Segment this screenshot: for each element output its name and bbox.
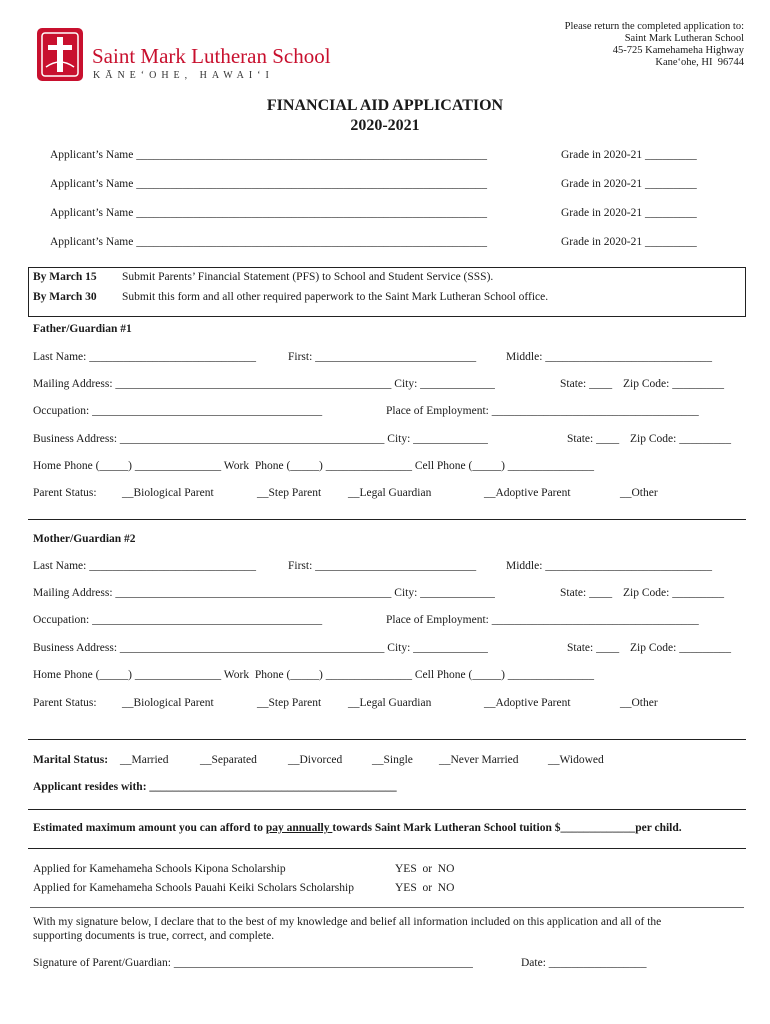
tuition-amount-field[interactable] (33, 822, 682, 834)
marital-option[interactable]: __Married (120, 754, 169, 766)
applicant-resides-field[interactable]: Applicant resides with: ___________________________________________ (33, 781, 397, 793)
guardian2-heading: Mother/Guardian #2 (33, 533, 136, 545)
applicant-name-field[interactable]: Applicant’s Name _____________________________________________________________ (50, 149, 487, 161)
marital-option[interactable]: __Widowed (548, 754, 604, 766)
applicant-name-field[interactable]: Applicant’s Name _____________________________________________________________ (50, 236, 487, 248)
marital-option[interactable]: __Divorced (288, 754, 343, 766)
marital-option[interactable]: __Never Married (439, 754, 519, 766)
guardian1-mailing-address-field[interactable]: Mailing Address: ________________________________________________ City: _____________ (33, 378, 495, 390)
guardian2-occupation-field[interactable]: Occupation: ________________________________________ (33, 614, 323, 626)
guardian1-last-name-field[interactable]: Last Name: _____________________________ (33, 351, 256, 363)
section-divider (30, 907, 744, 908)
applicant-grade-field[interactable]: Grade in 2020-21 _________ (561, 236, 697, 248)
section-divider (28, 519, 746, 520)
tuition-suffix: towards Saint Mark Lutheran School tuition $_____________per child. (332, 822, 682, 834)
guardian1-business-zip-field[interactable]: Zip Code: _________ (630, 433, 731, 445)
scholarship-answer[interactable]: YES or NO (395, 863, 455, 875)
guardian2-middle-name-field[interactable]: Middle: _____________________________ (506, 560, 713, 572)
guardian1-status-option[interactable]: __Step Parent (257, 487, 322, 499)
marital-option[interactable]: __Separated (200, 754, 257, 766)
guardian1-heading: Father/Guardian #1 (33, 323, 132, 335)
date-field[interactable]: Date: _________________ (521, 957, 647, 969)
return-note-line2: Saint Mark Lutheran School (624, 33, 744, 44)
marital-status-label: Marital Status: (33, 754, 109, 766)
guardian1-status-option[interactable]: __Adoptive Parent (484, 487, 571, 499)
guardian2-first-name-field[interactable]: First: ____________________________ (288, 560, 477, 572)
declaration-line2: supporting documents is true, correct, and complete. (33, 930, 275, 942)
applicant-grade-field[interactable]: Grade in 2020-21 _________ (561, 149, 697, 161)
guardian1-employment-field[interactable]: Place of Employment: ____________________________________ (386, 405, 699, 417)
school-logo (36, 27, 84, 82)
guardian2-business-address-field[interactable]: Business Address: ______________________________________________ City: _____________ (33, 642, 488, 654)
section-divider (28, 739, 746, 740)
guardian1-business-state-field[interactable]: State: ____ (567, 433, 620, 445)
guardian1-status-option[interactable]: __Legal Guardian (348, 487, 432, 499)
guardian1-status-option[interactable]: __Other (620, 487, 658, 499)
tuition-prefix: Estimated maximum amount you can afford to (33, 822, 266, 834)
return-note-line1: Please return the completed application to: (564, 21, 744, 32)
return-note-line4: Kane‘ohe, HI 96744 (655, 57, 744, 68)
guardian1-state-field[interactable]: State: ____ (560, 378, 613, 390)
guardian1-status-option[interactable]: __Biological Parent (122, 487, 214, 499)
guardian2-mailing-address-field[interactable]: Mailing Address: ________________________________________________ City: _____________ (33, 587, 495, 599)
guardian1-first-name-field[interactable]: First: ____________________________ (288, 351, 477, 363)
guardian2-employment-field[interactable]: Place of Employment: ____________________________________ (386, 614, 699, 626)
guardian2-status-option[interactable]: __Step Parent (257, 697, 322, 709)
marital-option[interactable]: __Single (372, 754, 413, 766)
guardian2-last-name-field[interactable]: Last Name: _____________________________ (33, 560, 256, 572)
guardian2-status-option[interactable]: __Adoptive Parent (484, 697, 571, 709)
applicant-name-field[interactable]: Applicant’s Name _____________________________________________________________ (50, 207, 487, 219)
guardian2-status-option[interactable]: __Biological Parent (122, 697, 214, 709)
scholarship-label: Applied for Kamehameha Schools Kipona Scholarship (33, 863, 286, 875)
guardian1-status-label: Parent Status: (33, 487, 97, 499)
signature-field[interactable]: Signature of Parent/Guardian: ____________________________________________________ (33, 957, 473, 969)
guardian1-business-address-field[interactable]: Business Address: ______________________________________________ City: _____________ (33, 433, 488, 445)
guardian2-status-option[interactable]: __Other (620, 697, 658, 709)
applicant-grade-field[interactable]: Grade in 2020-21 _________ (561, 207, 697, 219)
guardian1-middle-name-field[interactable]: Middle: _____________________________ (506, 351, 713, 363)
guardian2-business-zip-field[interactable]: Zip Code: _________ (630, 642, 731, 654)
guardian2-status-label: Parent Status: (33, 697, 97, 709)
form-year: 2020-2021 (350, 117, 420, 134)
scholarship-label: Applied for Kamehameha Schools Pauahi Keiki Scholars Scholarship (33, 882, 354, 894)
return-note-line3: 45-725 Kamehameha Highway (612, 45, 744, 56)
guardian2-phones-field[interactable]: Home Phone (_____) _______________ Work Phone (_____) _______________ Cell Phone (_____) _______________ (33, 669, 595, 681)
scholarship-answer[interactable]: YES or NO (395, 882, 455, 894)
tuition-underlined: pay annually (265, 822, 333, 834)
deadline-text: Submit Parents’ Financial Statement (PFS) to School and Student Service (SSS). (122, 271, 494, 283)
deadline-date: By March 30 (33, 291, 97, 303)
guardian1-zip-field[interactable]: Zip Code: _________ (623, 378, 724, 390)
applicant-name-field[interactable]: Applicant’s Name _____________________________________________________________ (50, 178, 487, 190)
declaration-line1: With my signature below, I declare that to the best of my knowledge and belief all information included on this application and all of the (33, 916, 662, 928)
school-location: KĀNE‘OHE, HAWAI‘I (93, 70, 274, 81)
guardian2-state-field[interactable]: State: ____ (560, 587, 613, 599)
school-name: Saint Mark Lutheran School (92, 44, 331, 68)
deadline-date: By March 15 (33, 271, 97, 283)
guardian2-zip-field[interactable]: Zip Code: _________ (623, 587, 724, 599)
guardian1-phones-field[interactable]: Home Phone (_____) _______________ Work Phone (_____) _______________ Cell Phone (_____) _______________ (33, 460, 595, 472)
section-divider (28, 848, 746, 849)
form-title: FINANCIAL AID APPLICATION (266, 97, 504, 114)
guardian2-business-state-field[interactable]: State: ____ (567, 642, 620, 654)
guardian2-status-option[interactable]: __Legal Guardian (348, 697, 432, 709)
deadline-text: Submit this form and all other required paperwork to the Saint Mark Lutheran School office. (122, 291, 549, 303)
section-divider (28, 809, 746, 810)
guardian1-occupation-field[interactable]: Occupation: ________________________________________ (33, 405, 323, 417)
applicant-grade-field[interactable]: Grade in 2020-21 _________ (561, 178, 697, 190)
